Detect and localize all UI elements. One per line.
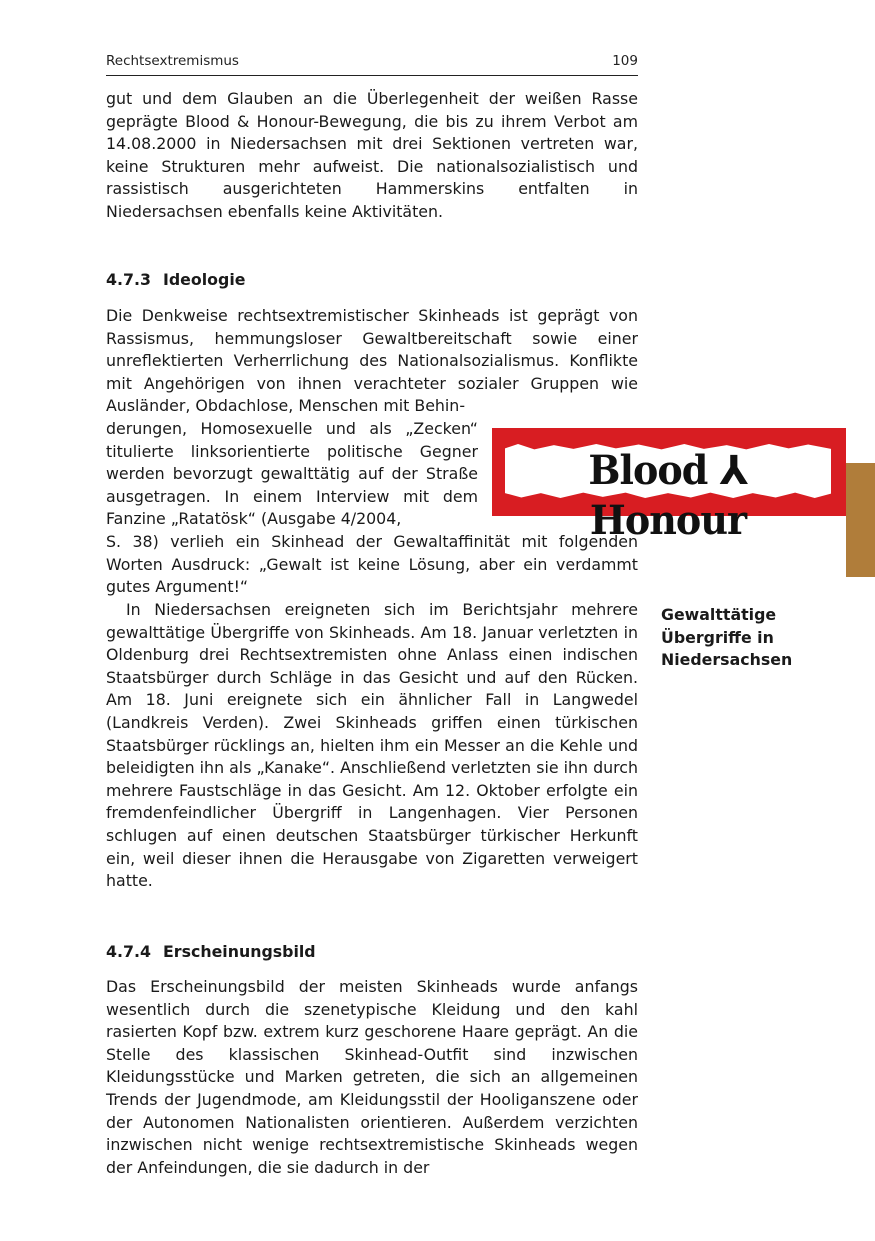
blood-and-honour-logo [492, 428, 846, 544]
section-title: Erscheinungsbild [163, 942, 316, 961]
margin-note-line: Gewalttätige [661, 605, 777, 624]
section-number: 4.7.3 [106, 270, 151, 289]
logo-lettering: Blood ⅄ Honour [588, 447, 748, 544]
ideologie-paragraph-narrow: derungen, Homosexuelle und als „Zecken“ titulierte linksorientierte politische Gegner werden bevorzugt gewalttätig auf der Straße ausgetragen. In einem Interview mit dem Fanzine „Ratatösk“ (Ausgabe 4/2004, [106, 419, 478, 529]
margin-note-line: Übergriffe in [661, 627, 774, 647]
section-heading-erscheinungsbild [106, 942, 316, 961]
incidents-paragraph: In Niedersachsen ereigneten sich im Berichtsjahr mehrere gewalttätige Übergriffe von Skinheads. Am 18. Januar verletzten in Oldenburg drei Rechtsextremisten ohne Anlass einen indischen Staatsbürger durch Schläge in das Gesicht und auf den Rücken. Am 18. Juni ereignete sich ein ähnlicher Fall in Langwedel (Landkreis Verden). Zwei Skinheads griffen einen türkischen Staatsbürger rücklings an, hielten ihm ein Messer an die Kehle und beleidigten ihn als „Kanake“. Anschließend verletzten sie ihn durch mehrere Faustschläge in das Gesicht. Am 12. Oktober erfolgte ein fremdenfeindlicher Übergriff in Langenhagen. Vier Personen schlugen auf einen deutschen Staatsbürger türkischer Herkunft ein, weil dieser ihnen die Herausgabe von Zigaretten verweigert hatte. [106, 600, 638, 891]
margin-note-line: Niedersachsen [661, 650, 793, 669]
chapter-thumb-tab [846, 463, 875, 577]
ideologie-paragraph-full: Die Denkweise rechtsextremistischer Skinheads ist geprägt von Rassismus, hemmungsloser Gewaltbereitschaft sowie einer unreflektierten Verherrlichung des Nationalsozialismus. Konflikte mit Angehörigen von ihnen verachteter sozialer Gruppen wie Ausländer, Obdachlose, Menschen mit Behin- [106, 306, 638, 416]
page-header [106, 52, 638, 76]
page-number: 109 [612, 53, 638, 69]
running-head: Rechtsextremismus [106, 53, 239, 69]
ideologie-paragraph-continued: S. 38) verlieh ein Skinhead der Gewaltaffinität mit folgenden Worten Ausdruck: „Gewalt ist keine Lösung, aber ein verdammt gutes Argument!“ [106, 532, 638, 597]
intro-paragraph: gut und dem Glauben an die Überlegenheit der weißen Rasse geprägte Blood & Honour-Bewegung, die bis zu ihrem Verbot am 14.08.2000 in Niedersachsen mit drei Sektionen vertreten war, keine Strukturen mehr aufweist. Die nationalsozialistisch und rassistisch ausgerichteten Hammerskins entfalten in Niedersachsen ebenfalls keine Aktivitäten. [106, 89, 638, 221]
section-number: 4.7.4 [106, 942, 151, 961]
erscheinungsbild-paragraph: Das Erscheinungsbild der meisten Skinheads wurde anfangs wesentlich durch die szenetypische Kleidung und den kahl rasierten Kopf bzw. extrem kurz geschorene Haare geprägt. An die Stelle des klassischen Skinhead-Outfit sind inzwischen Kleidungsstücke und Marken getreten, die sich an allgemeinen Trends der Jugendmode, am Kleidungsstil der Hooliganszene oder der Autonomen Nationalisten orientieren. Außerdem verzichten inzwischen nicht wenige rechtsextremistische Skinheads wegen der Anfeindungen, die sie dadurch in der [106, 977, 638, 1177]
section-heading-ideologie [106, 270, 245, 289]
section-title: Ideologie [163, 270, 246, 289]
margin-note [661, 604, 792, 672]
